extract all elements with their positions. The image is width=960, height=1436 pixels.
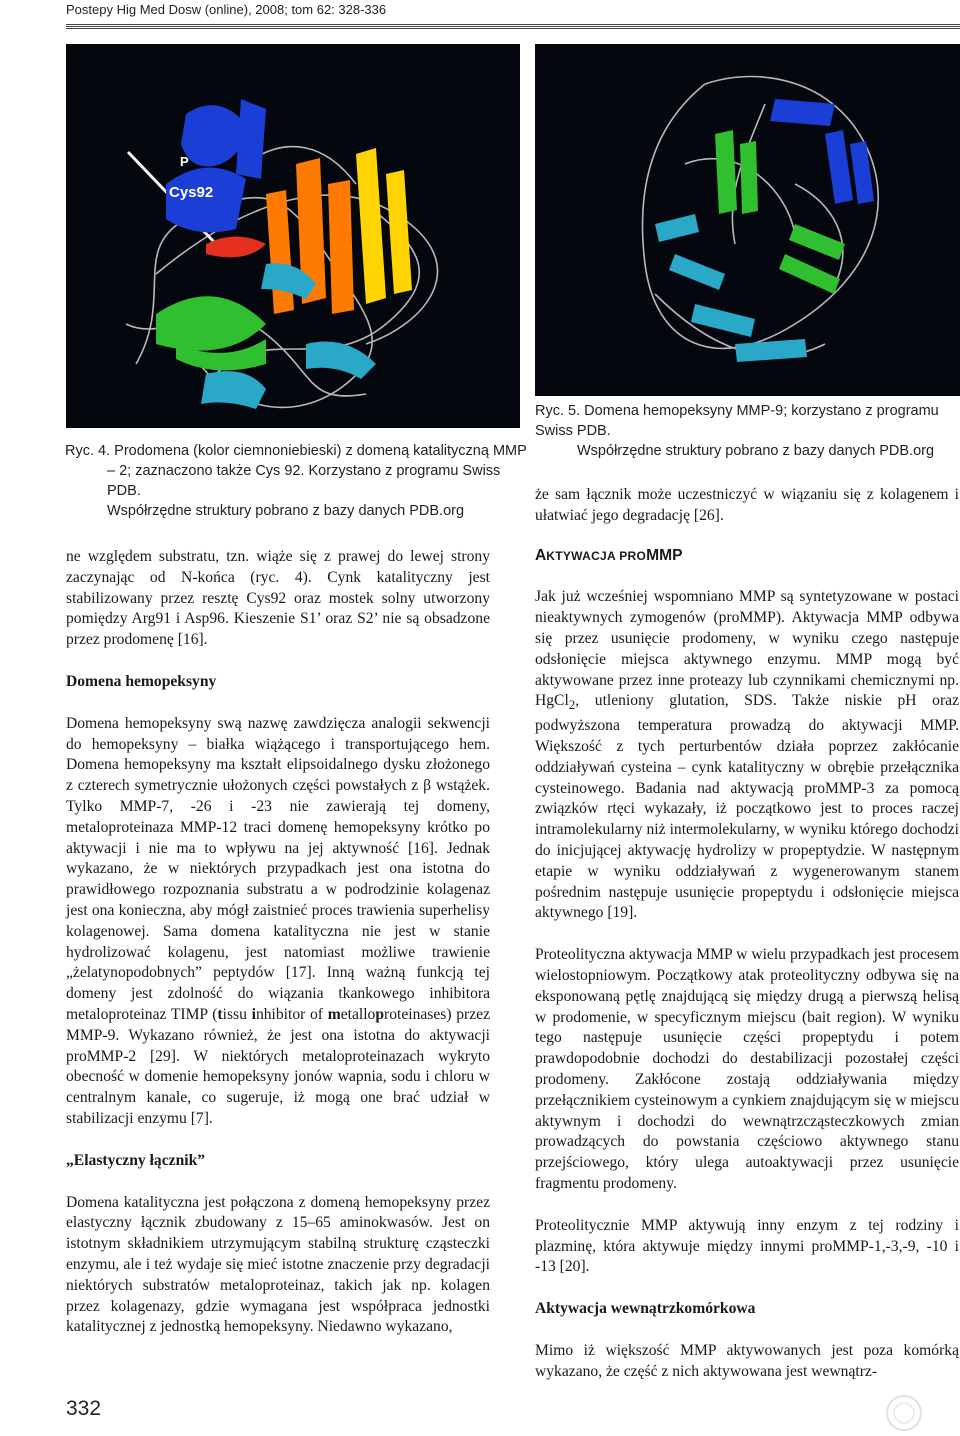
figure-5-caption xyxy=(535,401,960,461)
paragraph-proteolytic-activation: Proteolityczna aktywacja MMP w wielu przypadkach jest procesem wielostopniowym. Początkowy atak proteolityczny odbywa się na eksponowaną pętlę znajdującą się między drugą a pierwszą helisą w prodomenie, w specyficznym miejscu (bait region). W wyniku tego następuje usunięcie części propeptydu i potem prawdopodobnie dochodzi do destabilizacji pozostałej części prodomeny. Zakłócone zostają oddziaływania między przełącznikiem cysteinowym a cynkiem znajdującym się w miejscu aktywnym i dochodzi do wewnątrzcząsteczkowych zmian prowadzących do powstania częściowo aktywnego stanu przejściowego, który ulega autoaktywacji przez usunięcie fragmentu prodomeny. xyxy=(535,946,959,1193)
protein-structure-mmp9-hemopexin-icon xyxy=(535,44,960,396)
running-head: Postepy Hig Med Dosw (online), 2008; tom 62: 328-336 xyxy=(66,2,387,17)
figure-5-caption-line-2: Współrzędne struktury pobrano z bazy danych PDB.org xyxy=(577,443,935,459)
paragraph-intracellular-activation: Mimo iż większość MMP aktywowanych jest poza komórką wykazano, że część z nich aktywowana jest wewnątrz- xyxy=(535,1342,959,1380)
figure-4-image xyxy=(66,44,520,428)
publisher-watermark-icon xyxy=(884,1393,924,1433)
paragraph-substrate-binding: ne względem substratu, tzn. wiąże się z prawej do lewej strony zaczynając od N-końca (ryc. 4). Cynk katalityczny jest stabilizowany przez resztę Cys92 oraz mostek solny utworzony pomiędzy Arg91 i Asp96. Kieszenie S1’ oraz S2’ nie są obsadzone przez prodomenę [16]. xyxy=(66,548,490,649)
protein-structure-mmp2-icon xyxy=(66,44,520,428)
header-rule xyxy=(66,24,960,29)
svg-text:P: P xyxy=(180,154,189,169)
left-column xyxy=(66,547,490,1338)
page-number: 332 xyxy=(66,1397,102,1420)
paragraph-flexible-linker: Domena katalityczna jest połączona z domeną hemopeksyny przez elastyczny łącznik zbudowany z 15–65 aminokwasów. Jest on istotnym składnikiem utrzymującym stabilną strukturę cząsteczki enzymu, ale i też wydaje się mieć istotne znaczenie przy degradacji niektórych substratów metaloproteinaz, takich jak np. kolagen przez kolagenazy, gdzie wymagana jest współpraca jednostki katalitycznej z jednostką hemopeksyny. Niedawno wykazano, xyxy=(66,1193,490,1336)
heading-elastyczny-lacznik: „Elastyczny łącznik” xyxy=(66,1151,206,1169)
figure-4-label-cys92: Cys92 xyxy=(169,184,214,201)
heading-domena-hemopeksyny: Domena hemopeksyny xyxy=(66,672,217,690)
figure-4-caption-line-1: Ryc. 4. Prodomena (kolor ciemnoniebieski) z domeną katalityczną MMP xyxy=(65,443,527,459)
heading-aktywacja-prommp: AKTYWACJA PROMMP xyxy=(535,546,683,564)
right-column xyxy=(535,485,959,1383)
paragraph-hemopexin-domain: Domena hemopeksyny swą nazwę zawdzięcza analogii sekwencji do hemopeksyny – białka wiążącego i transportującego hem. Domena hemopeksyny ma kształt elipsoidalnego dysku złożonego z czterech symetrycznie ułożonych części powstałych z β wstążek. Tylko MMP-7, -26 i -23 nie zawierają tej domeny, metaloproteinaza MMP-12 traci domenę hemopeksyny krótko po aktywacji i nie ma to wpływu na jej aktywność [16]. Jednak wykazano, że w niektórych przypadkach jest ona istotna do prawidłowego rozpoznania substratu a w podrodzinie kolagenaz jest ona konieczna, aby mógł zaistnieć proces trawienia superhelisy kolagenowej. Sama domena katalityczna nie jest w stanie hydrolizować kolagenu, jest natomiast możliwe trawienie „żelatynopodobnych” peptydów [17]. Inną ważną funkcją tej domeny jest zdolność do wiązania tkankowego inhibitora metaloproteinaz TIMP (tissu inhibitor of metalloproteinases) przez MMP-9. Wykazano również, że jest ona istotna do aktywacji proMMP-2 [29]. W niektórych metaloproteinazach wykryto obecność w domenie hemopeksyny jonów wapnia, sodu i chloru w centralnym kanale, co sugeruje, iż mogą one brać udział w stabilizacji enzymu [7]. xyxy=(66,714,491,1127)
figure-4-caption-line-3: Współrzędne struktury pobrano z bazy danych PDB.org xyxy=(107,503,465,519)
heading-aktywacja-wewnatrzkomorkowa: Aktywacja wewnątrzkomórkowa xyxy=(535,1300,756,1318)
figure-4-caption-line-2: – 2; zaznaczono także Cys 92. Korzystano z programu Swiss PDB. xyxy=(107,463,501,499)
paragraph-prommp-activation: Jak już wcześniej wspomniano MMP są syntetyzowane w postaci nieaktywnych zymogenów (proMMP). Aktywacja MMP odbywa się przez usunięcie prodomeny, w wyniku czego następuje odsłonięcie miejsca aktywnego enzymu. MMP mogą być aktywowane przez inne proteazy lub czynnikami chemicznymi np. HgCl$_2$, utleniony glutation, SDS. Także niskie pH oraz podwyższona temperatura prowadzą do aktywacji MMP. Większość z tych perturbentów działa poprzez zakłócanie oddziaływań cysteina – cynk katalityczny w obrębie przełącznika cysteinowego. Badania nad aktywacją proMMP-3 za pomocą związków rtęci wykazały, iż początkowo jest to proces raczej intramolekularny niż intermolekularny, w wyniku którego dochodzi do inicjującej aktywację hydrolizy w propeptydzie. W następnym etapie w wyniku oddziaływań z wygenerowanym stanem pośrednim następuje usunięcie propeptydu i odsłonięcie miejsca aktywnego [19]. xyxy=(535,588,959,922)
paragraph-linker-collagen: że sam łącznik może uczestniczyć w wiązaniu się z kolagenem i ułatwiać jego degradację [26]. xyxy=(535,486,959,524)
figure-5-caption-line-1: Ryc. 5. Domena hemopeksyny MMP-9; korzystano z programu Swiss PDB. xyxy=(535,403,939,439)
figure-5-image xyxy=(535,44,960,396)
paragraph-plasmin-activation: Proteolitycznie MMP aktywują inny enzym z tej rodziny i plazminę, która aktywuje między innymi proMMP-1,-3,-9, -10 i -13 [20]. xyxy=(535,1216,959,1276)
figure-4-caption xyxy=(65,441,527,521)
